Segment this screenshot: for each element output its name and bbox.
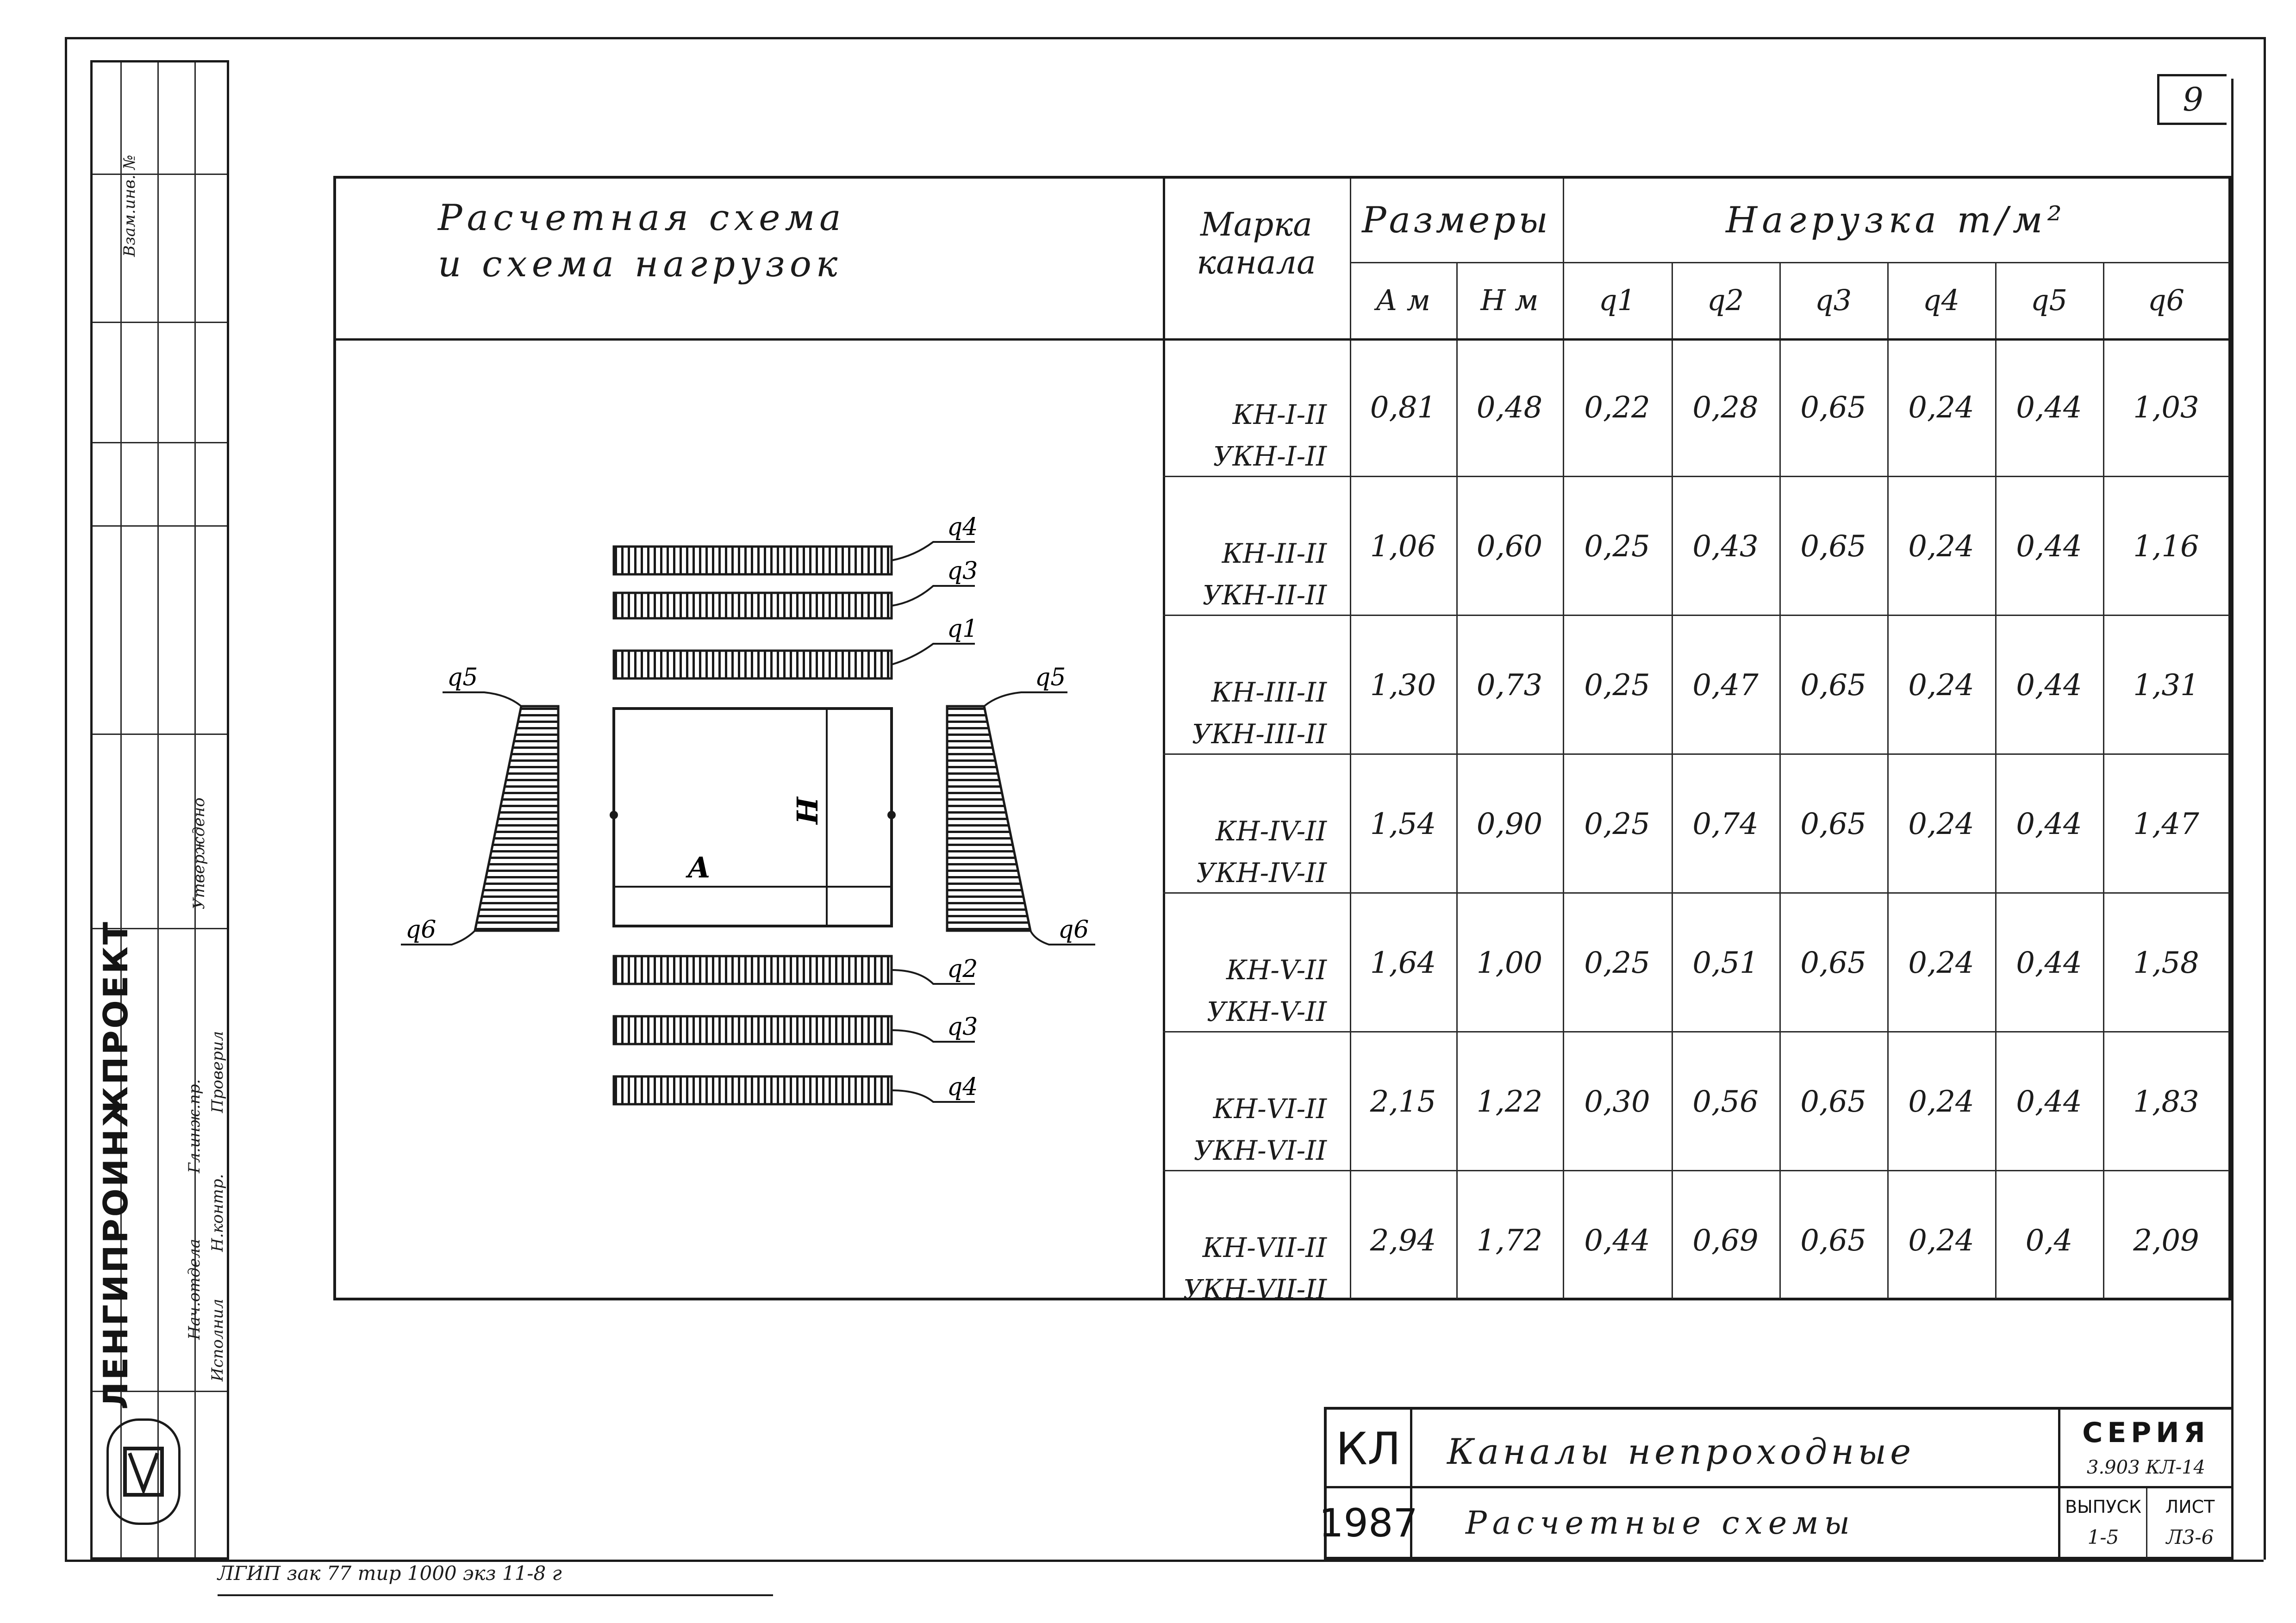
- issue-label: ВЫПУСК: [2065, 1497, 2141, 1517]
- footer-note: ЛГИП зак 77 тир 1000 экз 11-8 г: [218, 1562, 773, 1596]
- label-q2: q2: [947, 955, 978, 983]
- table-row-mark: [1163, 755, 1350, 894]
- mark-secondary: УКН-VII-II: [1183, 1274, 1327, 1305]
- sheet-label: ЛИСТ: [2165, 1497, 2215, 1517]
- table-row-mark: [1163, 477, 1350, 616]
- mark-primary: КН-I-II: [1232, 399, 1327, 430]
- cell-q4: 0,24: [1908, 668, 1974, 703]
- cell-A: 1,06: [1370, 529, 1436, 564]
- cell-q5: 0,44: [2016, 529, 2082, 564]
- cell-q5: 0,44: [2016, 1085, 2082, 1119]
- series-label: СЕРИЯ: [2082, 1417, 2210, 1449]
- label-q5-left: q5: [447, 664, 478, 691]
- load-bar-q1: [614, 651, 892, 678]
- cell-H: 1,72: [1476, 1224, 1543, 1258]
- cell-q5: 0,44: [2016, 668, 2082, 703]
- mark-primary: КН-VI-II: [1213, 1093, 1327, 1125]
- cell-q3: 0,65: [1800, 946, 1866, 980]
- cell-q2: 0,28: [1692, 391, 1759, 425]
- cell-q4: 0,24: [1908, 529, 1974, 564]
- label-q3-bottom: q3: [947, 1013, 978, 1041]
- cell-q1: 0,22: [1584, 391, 1650, 425]
- cell-A: 1,30: [1370, 668, 1436, 703]
- table-row-mark: [1163, 1032, 1350, 1171]
- table-row-mark: [1163, 894, 1350, 1032]
- cell-q6: 2,09: [2133, 1224, 2199, 1258]
- cell-H: 0,73: [1476, 668, 1543, 703]
- load-table: [333, 176, 2231, 1305]
- stamp-note-top: Взам.инв. №: [120, 155, 139, 257]
- cell-q4: 0,24: [1908, 1085, 1974, 1119]
- cell-q5: 0,44: [2016, 946, 2082, 980]
- stamp-role-4: Н.контр.: [208, 1174, 227, 1252]
- stamp-role-1: Гл.инж.пр.: [185, 1079, 204, 1173]
- mark-secondary: УКН-III-II: [1192, 718, 1327, 750]
- load-bar-q4-top: [614, 547, 892, 574]
- cell-q4: 0,24: [1908, 946, 1974, 980]
- cell-q3: 0,65: [1800, 668, 1866, 703]
- cell-A: 1,64: [1370, 946, 1436, 980]
- cell-H: 0,48: [1476, 391, 1543, 425]
- label-q4-bottom: q4: [947, 1073, 978, 1101]
- title-subtitle: Расчетные схемы: [1466, 1505, 1855, 1542]
- label-q5-right: q5: [1035, 664, 1066, 691]
- stamp-approved: Утверждено: [190, 797, 208, 909]
- cell-q4: 0,24: [1908, 391, 1974, 425]
- label-q1: q1: [947, 615, 978, 643]
- load-bar-q4-bottom: [614, 1076, 892, 1104]
- mark-secondary: УКН-II-II: [1202, 579, 1327, 611]
- cell-H: 1,22: [1476, 1085, 1543, 1119]
- mark-primary: КН-VII-II: [1202, 1232, 1327, 1263]
- col-q4: q4: [1922, 283, 1960, 317]
- cell-H: 0,90: [1476, 807, 1543, 841]
- cell-H: 1,00: [1476, 946, 1543, 980]
- cell-A: 2,94: [1370, 1224, 1436, 1258]
- mark-primary: КН-II-II: [1222, 538, 1327, 569]
- cell-q3: 0,65: [1800, 1224, 1866, 1258]
- mark-secondary: УКН-VI-II: [1193, 1135, 1327, 1166]
- title-year: 1987: [1319, 1500, 1418, 1546]
- cell-q2: 0,51: [1692, 946, 1759, 980]
- sheet-value: Л3-6: [2166, 1525, 2214, 1548]
- label-q4-top: q4: [947, 513, 978, 541]
- table-row-mark: [1163, 616, 1350, 755]
- label-dim-A: A: [688, 851, 711, 884]
- cell-q2: 0,47: [1692, 668, 1759, 703]
- stamp-role-5: Исполнил: [208, 1299, 227, 1381]
- label-q3-top: q3: [947, 557, 978, 585]
- cell-q3: 0,65: [1800, 807, 1866, 841]
- cell-q2: 0,56: [1692, 1085, 1759, 1119]
- cell-q4: 0,24: [1908, 1224, 1974, 1258]
- cell-q1: 0,25: [1584, 529, 1650, 564]
- stamp-role-3: Проверил: [208, 1031, 227, 1113]
- sheet-number: 9: [2183, 81, 2203, 118]
- cell-q2: 0,69: [1692, 1224, 1759, 1258]
- header-sizes: Размеры: [1362, 199, 1551, 241]
- header-mark: Марка канала: [1197, 205, 1316, 281]
- cell-q3: 0,65: [1800, 529, 1866, 564]
- stamp-role-2: Нач.отдела: [185, 1238, 204, 1340]
- cell-q1: 0,25: [1584, 807, 1650, 841]
- header-schema-line1: Расчетная схема: [438, 197, 846, 239]
- inner-frame-right: [2231, 79, 2234, 1560]
- channel-section: [614, 709, 892, 926]
- mark-primary: КН-V-II: [1226, 954, 1327, 986]
- stamp-org: ЛЕНГИПРОИНЖПРОЕКТ: [96, 920, 135, 1410]
- frame-right: [2264, 37, 2266, 1560]
- title-block: [1319, 1407, 2231, 1560]
- cell-q6: 1,83: [2133, 1085, 2199, 1119]
- mark-primary: КН-IV-II: [1216, 815, 1327, 847]
- cell-q6: 1,58: [2133, 946, 2199, 980]
- cell-q6: 1,31: [2133, 668, 2199, 703]
- label-q6-right: q6: [1058, 916, 1089, 944]
- col-A: А м: [1375, 283, 1431, 317]
- load-trap-left: [475, 706, 558, 931]
- title-code: КЛ: [1335, 1423, 1401, 1475]
- table-row-mark: [1163, 338, 1350, 477]
- cell-A: 0,81: [1370, 391, 1436, 425]
- cell-q1: 0,44: [1584, 1224, 1650, 1258]
- frame-top: [65, 37, 2264, 39]
- cell-A: 1,54: [1370, 807, 1436, 841]
- cell-q5: 0,44: [2016, 807, 2082, 841]
- cell-q6: 1,47: [2133, 807, 2199, 841]
- col-q2: q2: [1707, 283, 1744, 317]
- mark-primary: КН-III-II: [1211, 677, 1327, 708]
- load-trap-right: [947, 706, 1030, 931]
- table-row-mark: [1163, 1171, 1350, 1310]
- cell-q2: 0,74: [1692, 807, 1759, 841]
- cell-q5: 0,4: [2025, 1224, 2073, 1258]
- col-q5: q5: [2030, 283, 2068, 317]
- title-name: Каналы непроходные: [1447, 1430, 1915, 1472]
- col-q6: q6: [2147, 283, 2185, 317]
- load-bar-q3-bottom: [614, 1016, 892, 1044]
- load-bar-q2: [614, 956, 892, 984]
- cell-q1: 0,25: [1584, 946, 1650, 980]
- cell-A: 2,15: [1370, 1085, 1436, 1119]
- cell-q1: 0,25: [1584, 668, 1650, 703]
- cell-q6: 1,03: [2133, 391, 2199, 425]
- mark-secondary: УКН-V-II: [1207, 996, 1327, 1027]
- cell-q6: 1,16: [2133, 529, 2199, 564]
- stamp-logo: [106, 1418, 181, 1525]
- mark-secondary: УКН-I-II: [1213, 441, 1327, 472]
- mark-secondary: УКН-IV-II: [1196, 857, 1327, 889]
- col-q3: q3: [1815, 283, 1852, 317]
- cell-q4: 0,24: [1908, 807, 1974, 841]
- load-bar-q3-top: [614, 593, 892, 618]
- stamp-column: [90, 60, 229, 1560]
- cell-q3: 0,65: [1800, 1085, 1866, 1119]
- col-q1: q1: [1598, 283, 1636, 317]
- frame-left: [65, 37, 67, 1560]
- series-value: 3.903 КЛ-14: [2087, 1457, 2205, 1478]
- issue-value: 1-5: [2087, 1525, 2119, 1548]
- cell-q1: 0,30: [1584, 1085, 1650, 1119]
- cell-q3: 0,65: [1800, 391, 1866, 425]
- sheet-number-box: [2157, 74, 2227, 125]
- cell-q5: 0,44: [2016, 391, 2082, 425]
- header-schema-line2: и схема нагрузок: [438, 243, 842, 285]
- load-diagram: [336, 338, 1160, 1296]
- cell-H: 0,60: [1476, 529, 1543, 564]
- label-dim-H: H: [791, 797, 824, 824]
- label-q6-left: q6: [406, 916, 437, 944]
- cell-q2: 0,43: [1692, 529, 1759, 564]
- col-H: Н м: [1480, 283, 1539, 317]
- header-load: Нагрузка т/м²: [1726, 199, 2066, 241]
